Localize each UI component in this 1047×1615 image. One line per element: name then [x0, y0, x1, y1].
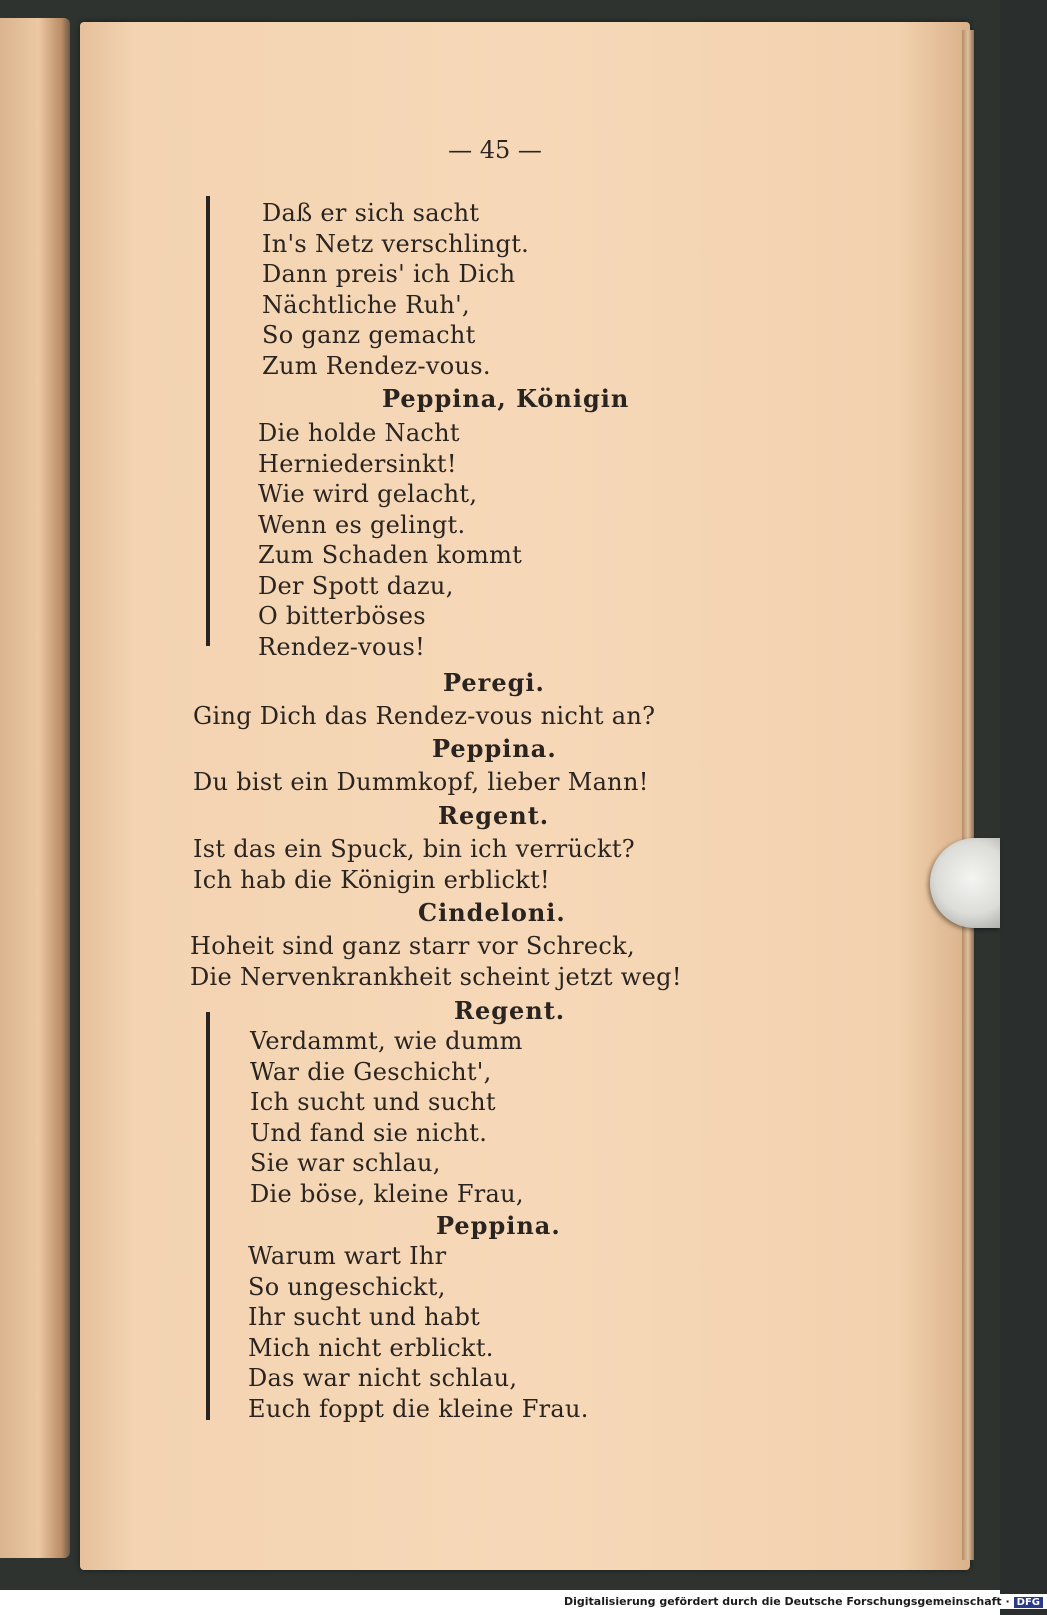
verse-line: Dann preis' ich Dich	[262, 260, 516, 288]
verse-line: Hoheit sind ganz starr vor Schreck,	[190, 932, 635, 960]
verse-line: Die böse, kleine Frau,	[250, 1179, 524, 1208]
verse-line: So ganz gemacht	[262, 321, 476, 349]
verse-line: Ist das ein Spuck, bin ich verrückt?	[193, 835, 635, 863]
verse-line: Rendez-vous!	[258, 632, 426, 661]
verse-bracket-2	[206, 1012, 210, 1420]
dialogue-block-regent-2	[454, 995, 565, 1027]
previous-page-edge	[0, 18, 70, 1558]
verse-line: Die holde Nacht	[258, 419, 460, 447]
speaker-name: Peppina, Königin	[382, 384, 630, 413]
dialogue-block-regent-1	[438, 800, 549, 832]
verse-line: Ging Dich das Rendez-vous nicht an?	[193, 702, 656, 730]
dialogue-block-peppina-1	[432, 733, 557, 765]
dialogue-lines-regent-1	[193, 834, 635, 895]
verse-block-1	[262, 198, 529, 381]
dialogue-lines-peregi	[193, 701, 655, 732]
speaker-name: Peppina.	[436, 1211, 561, 1240]
verse-line: Wie wird gelacht,	[258, 480, 478, 508]
verse-line: Nächtliche Ruh',	[262, 290, 470, 319]
verse-block-2	[382, 383, 629, 415]
verse-line: In's Netz verschlingt.	[262, 229, 530, 258]
verse-line: Zum Rendez-vous.	[262, 351, 491, 380]
verse-line: Du bist ein Dummkopf, lieber Mann!	[193, 768, 649, 796]
verse-bracket-1	[206, 196, 210, 646]
verse-block-2-lines	[258, 418, 522, 662]
page-number: — 45 —	[448, 136, 542, 164]
dialogue-block-peregi	[443, 667, 545, 699]
dfg-logo: DFG	[1014, 1597, 1043, 1608]
verse-line: Der Spott dazu,	[258, 571, 454, 600]
dialogue-block-cindeloni	[418, 897, 566, 929]
verse-line: Herniedersinkt!	[258, 449, 457, 478]
funding-credit	[560, 1594, 1047, 1609]
speaker-name: Regent.	[438, 801, 550, 830]
verse-line: Wenn es gelingt.	[258, 510, 466, 539]
verse-line: Ich sucht und sucht	[250, 1088, 496, 1116]
dialogue-lines-peppina-2	[248, 1241, 589, 1424]
verse-line: O bitterböses	[258, 602, 426, 630]
verse-line: Das war nicht schlau,	[248, 1364, 518, 1392]
verse-line: Zum Schaden kommt	[258, 541, 523, 569]
verse-line: Ich hab die Königin erblickt!	[193, 865, 550, 894]
verse-line: Ihr sucht und habt	[248, 1303, 481, 1331]
verse-line: Die Nervenkrankheit scheint jetzt weg!	[190, 962, 682, 991]
verse-line: So ungeschickt,	[248, 1272, 446, 1301]
verse-line: Verdammt, wie dumm	[250, 1027, 523, 1055]
verse-line: Und fand sie nicht.	[250, 1118, 488, 1147]
speaker-name: Peppina.	[432, 734, 557, 763]
speaker-name: Cindeloni.	[418, 898, 566, 927]
verse-line: Mich nicht erblickt.	[248, 1333, 494, 1362]
dialogue-lines-regent-2	[250, 1026, 524, 1209]
verse-line: Euch foppt die kleine Frau.	[248, 1394, 589, 1423]
dialogue-block-peppina-2	[436, 1210, 561, 1242]
verse-line: Daß er sich sacht	[262, 199, 480, 227]
verse-line: Sie war schlau,	[250, 1149, 441, 1177]
speaker-name: Regent.	[454, 996, 566, 1025]
dialogue-lines-cindeloni	[190, 931, 682, 992]
verse-line: Warum wart Ihr	[248, 1242, 447, 1270]
dialogue-lines-peppina-1	[193, 767, 649, 798]
verse-line: War die Geschicht',	[250, 1057, 492, 1086]
page-stack-edge	[962, 30, 974, 1560]
funding-credit-text: Digitalisierung gefördert durch die Deutsche Forschungsgemeinschaft ·	[564, 1595, 1010, 1608]
speaker-name: Peregi.	[443, 668, 545, 697]
